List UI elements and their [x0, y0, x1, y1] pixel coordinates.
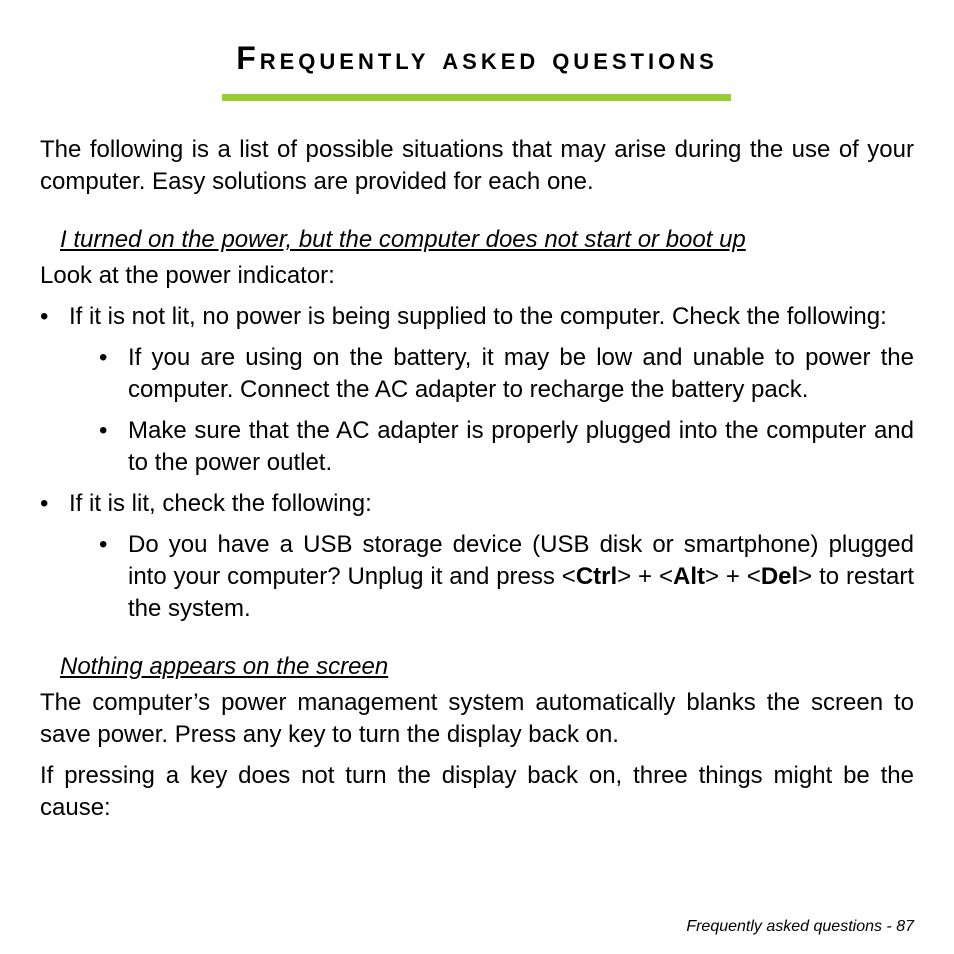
sub-list [69, 342, 914, 479]
display-cause-paragraph: If pressing a key does not turn the display back on, three things might be the cause: [40, 762, 914, 821]
bullet-icon: • [40, 303, 49, 330]
intro-paragraph: The following is a list of possible situations that may arise during the use of your computer. Easy solutions are provided for each one. [40, 136, 914, 195]
list-item [69, 529, 914, 625]
bullet-icon: • [99, 417, 108, 444]
section-heading-no-display: Nothing appears on the screen [60, 653, 389, 680]
list-item [69, 342, 914, 406]
bullet-icon: • [99, 531, 108, 558]
text-fragment: > + < [617, 563, 673, 590]
text-fragment: > to restart the system. [128, 563, 914, 622]
key-ctrl: Ctrl [575, 563, 618, 590]
bullet-icon: • [40, 490, 49, 517]
key-del: Del [760, 563, 799, 590]
text-fragment: > + < [704, 563, 761, 590]
bullet-icon: • [99, 344, 108, 371]
text-fragment: Do you have a USB storage device (USB disk or smartphone) plugged into your computer? Unplug it and press < [128, 531, 914, 590]
list-item-text: If it is lit, check the following: [69, 490, 372, 517]
list-item [40, 301, 914, 479]
key-alt: Alt [672, 563, 705, 590]
list-item-text: Make sure that the AC adapter is properly plugged into the computer and to the power outlet. [128, 417, 914, 476]
section-spacer [40, 634, 914, 651]
sub-list [69, 529, 914, 625]
list-item [40, 488, 914, 625]
list-item-text: If you are using on the battery, it may be low and unable to power the computer. Connect the AC adapter to recharge the battery pack. [128, 344, 914, 403]
section-heading-power: I turned on the power, but the computer does not start or boot up [60, 226, 746, 253]
power-management-paragraph: The computer’s power management system automatically blanks the screen to save power. Press any key to turn the display back on. [40, 689, 914, 748]
page-footer: Frequently asked questions - 87 [686, 918, 914, 935]
power-checklist [40, 301, 914, 625]
title-accent-bar [222, 94, 731, 101]
page-content [40, 134, 914, 833]
list-item [69, 415, 914, 479]
page-title: Frequently asked questions [236, 40, 718, 76]
list-item-text [128, 529, 914, 625]
list-item-text: If it is not lit, no power is being supplied to the computer. Check the following: [69, 303, 887, 330]
power-indicator-lead: Look at the power indicator: [40, 262, 335, 289]
